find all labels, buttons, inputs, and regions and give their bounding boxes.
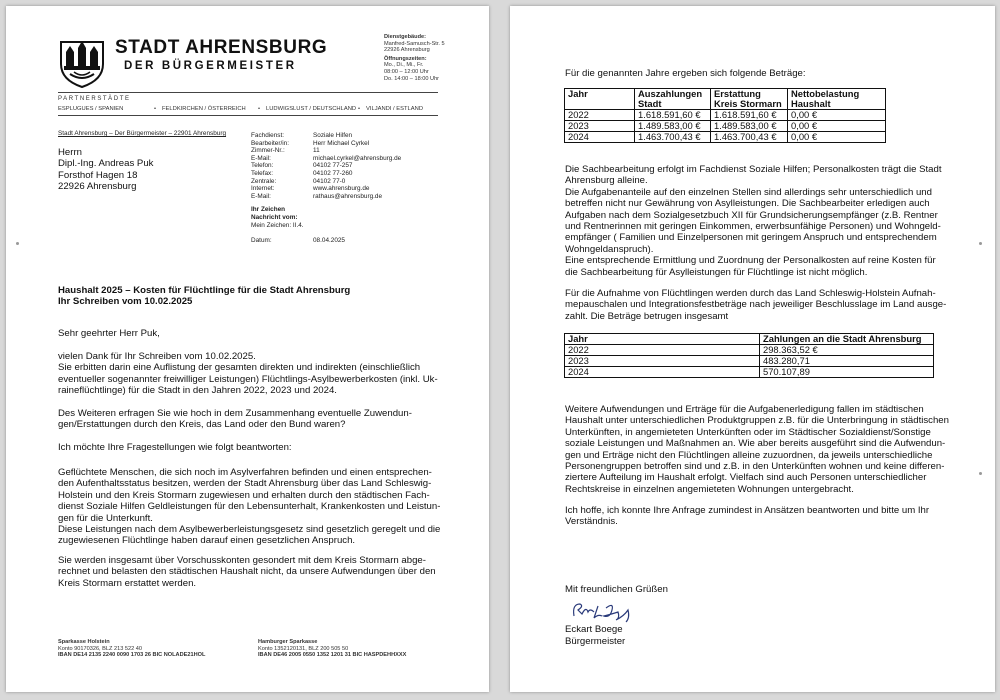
state-payments-table — [564, 333, 934, 378]
body-paragraph-3: Ich möchte Ihre Fragestellungen wie folgt beantworten: — [58, 442, 292, 453]
table-cell: 1.489.583,00 € — [635, 121, 711, 132]
body-paragraph-8: Weitere Aufwendungen und Erträge für die Aufgabenerledigung fallen im städtischen Haushalt unter unterschiedlichen Produktgruppen z.B. für die Unterbringung in städtischen Unterkünften, in angemieteten Unterkünften oder im Städtischer Sozialdienst/Sonstige soziale Leistungen und Maßnahmen an. Wie aber bereits ausgeführt sind die Aufwendun- gen und Erträge nicht den Flüchtlingen alleine zuzuordnen, da jeweils unterschiedliche Personengruppen betroffen sind und z.B. in den Unterkünften wohnen und keine differen- ziertere Aufteilung im Haushalt erfolgt. Vielfach sind auch Personen unterschiedlicher Rechtskreise in einzelnen angemieteten Wohnungen untergebracht. — [565, 404, 949, 495]
table-header-cell: Auszahlungen Stadt — [635, 89, 711, 110]
table-cell: 298.363,52 € — [760, 345, 934, 356]
partner-divider — [58, 115, 438, 116]
city-name: STADT AHRENSBURG — [115, 37, 328, 58]
handwritten-signature — [568, 598, 638, 624]
body-paragraph-9: Ich hoffe, ich konnte Ihre Anfrage zumindest in Ansätzen beantworten und bitte um Ihr Verständnis. — [565, 505, 930, 528]
recipient-address: Herrn Dipl.-Ing. Andreas Puk Forsthof Hagen 18 22926 Ahrensburg — [58, 147, 154, 193]
office-address: Dienstgebäude: Manfred-Samusch-Str. 5 22926 Ahrensburg Öffnungszeiten: Mo., Di., Mi., Fr. 08:00 – 12:00 Uhr Do. 14:00 – 18:00 Uhr — [384, 34, 445, 82]
table-cell: 1.618.591,60 € — [711, 110, 788, 121]
table-header-cell: Nettobelastung Haushalt — [788, 89, 886, 110]
bank-details-2: Hamburger Sparkasse Konto 1352120131, BLZ 200 505 50 IBAN DE46 2005 0550 1352 1201 31 BIC HASPDEHHXXX — [258, 639, 407, 659]
body-paragraph-6: Die Sachbearbeitung erfolgt im Fachdienst Soziale Hilfen; Personalkosten trägt die Stadt Ahrensburg alleine. Die Aufgabenanteile auf den einzelnen Stellen sind allerdings sehr unterschiedlich und betreffen nicht nur Gewährung von Asylleistungen. Die Sachbearbeiter erledigen auch Aufgaben nach dem Sozialgesetzbuch XII für Grundsicherungsempfänger (z.B. Rentner und Rentnerinnen mit geringen Einkommen, erwerbsunfähige Personen) und Wohngeld- empfänger ( Familien und Einzelpersonen mit geringem Anspruch und entsprechendem Wohngeldanspruch). Eine entsprechende Ermittlung und Zuordnung der Personalkosten auf reine Kosten für die Sachbearbeitung für Asylleistungen für Flüchtlinge ist nicht möglich. — [565, 164, 942, 278]
table-row — [565, 345, 934, 356]
table-cell: 2024 — [565, 367, 760, 378]
table-header-row — [565, 89, 886, 110]
contact-block: Fachdienst: Soziale Hilfen Bearbeiter/in: Herr Michael Cyrkel Zimmer-Nr.: 11 E-Mail: michael.cyrkel@ahrensburg.de Telefon: 04102 77-257 Telefax: 04102 77-260 Zentrale: 04102 77-0 Internet: www.ahrensburg.de E-Mail: rathaus@ahrensburg.de Ihr Zeichen Nachricht vom: Mein Zeichen: II.4. Datum: 08.04.2025 — [251, 132, 402, 245]
letter-date: 08.04.2025 — [313, 237, 345, 245]
table-cell: 2022 — [565, 110, 635, 121]
body-paragraph-7: Für die Aufnahme von Flüchtlingen werden durch das Land Schleswig-Holstein Aufnah- mepauschalen und Integrationsfestbeträge nach jeweiliger Beschlusslage im Land ausge- zahlt. Die Beträge betrugen insgesamt — [565, 288, 947, 322]
table-cell: 570.107,89 — [760, 367, 934, 378]
table-header-row — [565, 334, 934, 345]
table-cell: 0,00 € — [788, 110, 886, 121]
body-paragraph-5: Sie werden insgesamt über Vorschusskonten gesondert mit dem Kreis Stormarn abge- rechnet und belasten den städtischen Haushalt nicht, da unsere Aufwendungen über den Kreis Stormarn erstattet werden. — [58, 555, 436, 589]
table-header-cell: Jahr — [565, 334, 760, 345]
table-cell: 2024 — [565, 132, 635, 143]
partner-cities-heading: PARTNERSTÄDTE — [58, 96, 131, 102]
body-paragraph-2: Des Weiteren erfragen Sie wie hoch in dem Zusammenhang eventuelle Zuwendun- gen/Erstattungen durch den Kreis, das Land oder den Bund waren? — [58, 408, 412, 431]
table-row — [565, 121, 886, 132]
table-cell: 1.489.583,00 € — [711, 121, 788, 132]
table-cell: 1.618.591,60 € — [635, 110, 711, 121]
letter-page-2 — [510, 6, 995, 692]
table-row — [565, 132, 886, 143]
table-cell: 2023 — [565, 356, 760, 367]
table-cell: 2022 — [565, 345, 760, 356]
signer-title: Bürgermeister — [565, 636, 626, 647]
table-cell: 1.463.700,43 € — [635, 132, 711, 143]
table-row — [565, 356, 934, 367]
table-header-cell: Zahlungen an die Stadt Ahrensburg — [760, 334, 934, 345]
table-cell: 2023 — [565, 121, 635, 132]
office-name: DER BÜRGERMEISTER — [124, 60, 297, 72]
sender-line: Stadt Ahrensburg – Der Bürgermeister – 22901 Ahrensburg — [58, 130, 227, 137]
body-paragraph-4: Geflüchtete Menschen, die sich noch im Asylverfahren befinden und einen entsprechen- den Aufenthaltsstatus besitzen, werden der Stadt Ahrensburg über das Land Schleswig- Holstein und den Kreis Stormarn zugewiesen und erhalten durch den städtischen Fach- dienst Soziale Hilfen Geldleistungen für den Lebensunterhalt, Krankenkosten und Leistun- gen für die Unterkunft. Diese Leistungen nach dem Asylbewerberleistungsgesetz sind gesetzlich geregelt und die zugewiesenen Flüchtlinge haben darauf einen gesetzlichen Anspruch. — [58, 467, 441, 547]
salutation: Sehr geehrter Herr Puk, — [58, 328, 160, 339]
table-row — [565, 110, 886, 121]
amounts-intro: Für die genannten Jahre ergeben sich folgende Beträge: — [565, 68, 806, 79]
punch-mark — [979, 242, 982, 245]
costs-table — [564, 88, 886, 143]
city-crest-logo — [58, 36, 106, 88]
table-row — [565, 367, 934, 378]
table-header-cell: Jahr — [565, 89, 635, 110]
table-header-cell: Erstattung Kreis Stormarn — [711, 89, 788, 110]
closing: Mit freundlichen Grüßen — [565, 584, 668, 595]
letter-page-1: STADT AHRENSBURG DER BÜRGERMEISTER Dienstgebäude: Manfred-Samusch-Str. 5 22926 Ahrensburg Öffnungszeiten: Mo., Di., Mi., Fr. 08:00 – 12:00 Uhr Do. 14:00 – 18:00 Uhr PARTNERSTÄDTE ESPLUGUES / SPANIEN • FELDKIRCHEN / ÖSTERREICH • LUDWIGSLUST / DEUTSCHLAND • VILJANDI / ESTLAND Stadt Ahrensburg – Der Bürgermeister – 22901 Ahrensburg Herrn Dipl.-Ing. Andreas Puk Forsthof Hagen 18 22926 Ahrensburg Fachdienst: Soziale Hilfen Bearbeiter/in: Herr Michael Cyrkel Zimmer-Nr.: 11 E-Mail: michael.cyrkel@ahrensburg.de Telefon: 04102 77-257 Telefax: 04102 77-260 Zentrale: 04102 77-0 Internet: www.ahrensburg.de E-Mail: rathaus@ahrensburg.de Ihr Zeichen Nachricht vom: Mein Zeichen: II.4. Datum: 08.04.2025 Haushalt 2025 – Kosten für Flüchtlinge für die Stadt Ahrensburg Ihr Schreiben vom 10.02.2025 Sehr geehrter Herr Puk, vielen Dank für Ihr Schreiben vom 10.02.2025. Sie erbitten darin eine Auflistung der gesamten direkten und indirekten (einschließlich eventueller sogenannter freiwilliger Leistungen) Flüchtlings-Asylbewerberkosten (inkl. Uk- raineflüchtlinge) für die Stadt in den Jahren 2022, 2023 und 2024. Des Weiteren erfragen Sie wie hoch in dem Zusammenhang eventuelle Zuwendun- gen/Erstattungen durch den Kreis, das Land oder den Bund waren? Ich möchte Ihre Fragestellungen wie folgt beantworten: Geflüchtete Menschen, die sich noch im Asylverfahren befinden und einen entsprechen- den Aufenthaltsstatus besitzen, werden der Stadt Ahrensburg über das Land Schleswig- Holstein und den Kreis Stormarn zugewiesen und erhalten durch den städtischen Fach- dienst Soziale Hilfen Geldleistungen für den Lebensunterhalt, Krankenkosten und Leistun- gen für die Unterkunft. Diese Leistungen nach dem Asylbewerberleistungsgesetz sind gesetzlich geregelt und die zugewiesenen Flüchtlinge haben darauf einen gesetzlichen Anspruch. Sie werden insgesamt über Vorschusskonten gesondert mit dem Kreis Stormarn abge- rechnet und belasten den städtischen Haushalt nicht, da unsere Aufwendungen über den Kreis Stormarn erstattet werden. Sparkasse Holstein Konto 90170326, BLZ 213 522 40 IBAN DE14 2135 2240 0090 1703 26 BIC NOLADE21HOL Hamburger Sparkasse Konto 1352120131, BLZ 200 505 50 IBAN DE46 2005 0550 1352 1201 31 BIC HASPDEHHXXX — [6, 6, 489, 692]
bank-details-1: Sparkasse Holstein Konto 90170326, BLZ 213 522 40 IBAN DE14 2135 2240 0090 1703 26 BIC NOLADE21HOL — [58, 639, 206, 659]
table-cell: 483.280,71 — [760, 356, 934, 367]
signer-name: Eckart Boege — [565, 624, 623, 635]
body-paragraph-1: vielen Dank für Ihr Schreiben vom 10.02.2025. Sie erbitten darin eine Auflistung der gesamten direkten und indirekten (einschließlich eventueller sogenannter freiwilliger Leistungen) Flüchtlings-Asylbewerberkosten (inkl. Uk- raineflüchtlinge) für die Stadt in den Jahren 2022, 2023 und 2024. — [58, 351, 438, 397]
punch-mark — [16, 242, 19, 245]
table-cell: 0,00 € — [788, 132, 886, 143]
table-cell: 0,00 € — [788, 121, 886, 132]
punch-mark — [979, 472, 982, 475]
letterhead-divider — [58, 92, 438, 93]
table-cell: 1.463.700,43 € — [711, 132, 788, 143]
subject: Haushalt 2025 – Kosten für Flüchtlinge für die Stadt Ahrensburg Ihr Schreiben vom 10.02.2025 — [58, 285, 351, 308]
